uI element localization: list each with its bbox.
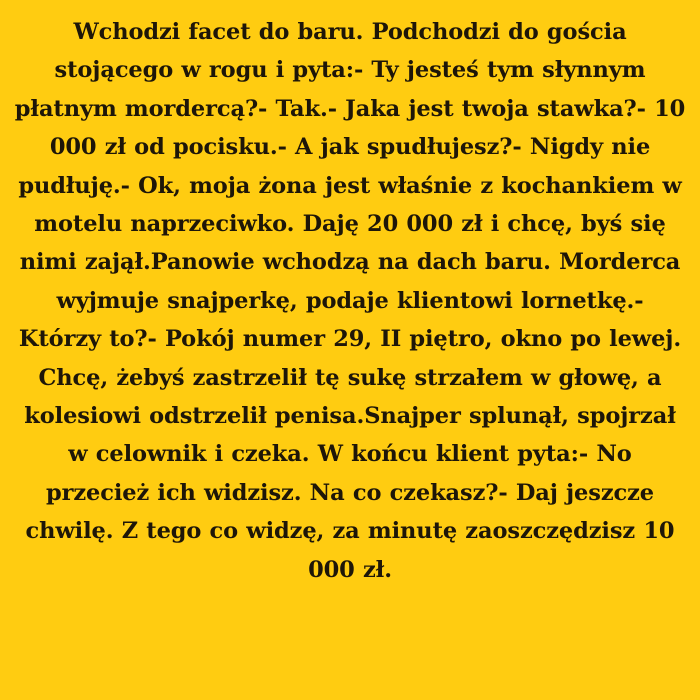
joke-text: Wchodzi facet do baru. Podchodzi do gościa stojącego w rogu i pyta:- Ty jesteś tym słynnym płatnym mordercą?- Tak.- Jaka jest twoja stawka?- 10 000 zł od pocisku.- A jak spudłujesz?- Nigdy nie pudłuję.- Ok, moja żona jest właśnie z kochankiem w motelu naprzeciwko. Daję 20 000 zł i chcę, byś się nimi zajął.Panowie wchodzą na dach baru. Morderca wyjmuje snajperkę, podaje klientowi lornetkę.- Którzy to?- Pokój numer 29, II piętro, okno po lewej. Chcę, żebyś zastrzelił tę sukę strzałem w głowę, a kolesiowi odstrzelił penisa.Snajper splunął, spojrzał w celownik i czeka. W końcu klient pyta:- No przecież ich widzisz. Na co czekasz?- Daj jeszcze chwilę. Z tego co widzę, za minutę zaoszczędzisz 10 000 zł.: [14, 19, 686, 583]
